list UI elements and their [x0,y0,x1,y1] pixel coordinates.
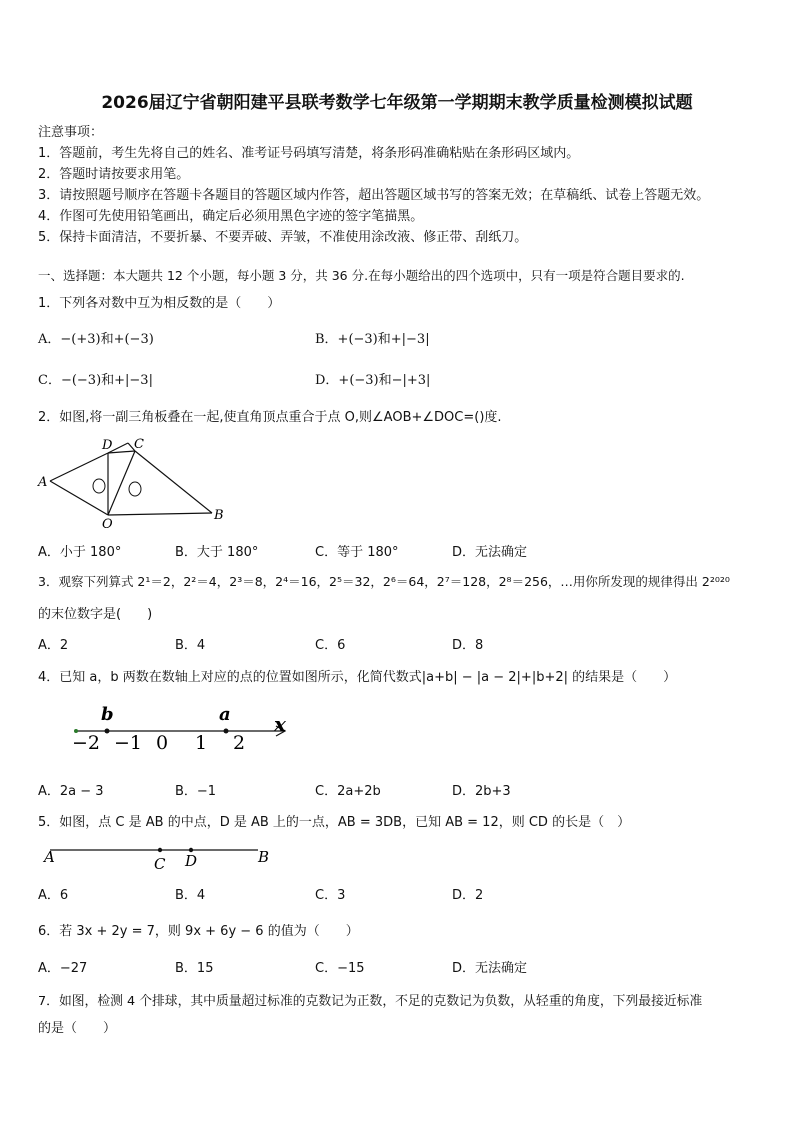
q6-option-a: A．−27 [38,961,88,976]
number-line-label-x: x [274,712,286,736]
figure-label-d: D [102,438,113,453]
q6-option-d: D．无法确定 [452,961,528,976]
question-5-stem: 5．如图，点 C 是 AB 的中点，D 是 AB 上的一点，AB = 3DB，已知 AB = 12，则 CD 的长是（ ） [38,815,631,830]
number-line-label-b: b [101,704,114,725]
question-7-stem-line1: 7．如图，检测 4 个排球，其中质量超过标准的克数记为正数，不足的克数记为负数，从轻重的角度，下列最接近标准 [38,994,703,1009]
notice-item: 2．答题时请按要求用笔。 [38,167,190,182]
q3-option-c: C．6 [315,638,346,653]
notice-item: 5．保持卡面清洁，不要折暴、不要弄破、弄皱，不准使用涂改液、修正带、刮纸刀。 [38,230,528,245]
q1-option-a: A．−(+3)和+(−3) [38,332,154,347]
number-line-label-a: a [219,704,231,725]
triangle-figure [30,433,240,531]
q5-option-c: C．3 [315,888,346,903]
segment-label-d: D [185,852,198,870]
tick-label: 1 [195,732,208,754]
question-2-stem: 2．如图,将一副三角板叠在一起,使直角顶点重合于点 O,则∠AOB+∠DOC=()度. [38,410,502,425]
q5-option-b: B．4 [175,888,206,903]
q2-option-c: C．等于 180° [315,545,399,560]
tick-label: 2 [233,732,246,754]
q2-option-b: B．大于 180° [175,545,259,560]
question-3-stem-line1: 3．观察下列算式 2¹＝2，2²＝4，2³＝8，2⁴＝16，2⁵＝32，2⁶＝64，2⁷＝128，2⁸＝256，…用你所发现的规律得出 2²⁰²⁰ [38,574,730,589]
question-1-stem: 1．下列各对数中互为相反数的是（ ） [38,296,281,311]
q1-option-c: C．−(−3)和+|−3| [38,373,153,388]
notice-item: 4．作图可先使用铅笔画出，确定后必须用黑色字迹的签字笔描黑。 [38,209,424,224]
q2-option-d: D．无法确定 [452,545,528,560]
tick-label: 0 [156,732,169,754]
figure-label-o: O [102,517,113,531]
figure-label-a: A [38,475,48,490]
number-line-figure [66,698,296,754]
q4-option-c: C．2a+2b [315,784,381,799]
figure-label-c: C [134,437,144,452]
q6-option-c: C．−15 [315,961,365,976]
q4-option-b: B．−1 [175,784,217,799]
question-7-stem-line2: 的是（ ） [38,1021,117,1036]
segment-figure [36,838,276,874]
notice-item: 3．请按照题号顺序在答题卡各题目的答题区域内作答，超出答题区域书写的答案无效；在草稿纸、试卷上答题无效。 [38,188,710,203]
q3-option-d: D．8 [452,638,484,653]
exam-title: 2026届辽宁省朝阳建平县联考数学七年级第一学期期末教学质量检测模拟试题 [101,93,693,113]
notice-heading: 注意事项： [38,125,104,140]
q1-option-b: B．+(−3)和+|−3| [315,332,430,347]
segment-label-b: B [258,848,270,866]
segment-label-c: C [154,855,166,873]
q2-option-a: A．小于 180° [38,545,122,560]
q3-option-b: B．4 [175,638,206,653]
q4-option-d: D．2b+3 [452,784,511,799]
tick-label: −2 [72,732,101,754]
segment-label-a: A [44,848,55,866]
section-heading: 一、选择题：本大题共 12 个小题，每小题 3 分，共 36 分.在每小题给出的四个选项中，只有一项是符合题目要求的. [38,268,685,283]
figure-label-b: B [214,508,224,523]
q3-option-a: A．2 [38,638,69,653]
question-6-stem: 6．若 3x + 2y = 7，则 9x + 6y − 6 的值为（ ） [38,924,359,939]
q6-option-b: B．15 [175,961,214,976]
question-3-stem-line2: 的末位数字是( ) [38,607,153,622]
q4-option-a: A．2a − 3 [38,784,104,799]
tick-label: −1 [114,732,143,754]
q5-option-d: D．2 [452,888,484,903]
question-4-stem: 4．已知 a，b 两数在数轴上对应的点的位置如图所示，化简代数式|a+b| − |a − 2|+|b+2| 的结果是（ ） [38,670,677,685]
notice-item: 1．答题前，考生先将自己的姓名、准考证号码填写清楚，将条形码准确粘贴在条形码区域内。 [38,146,580,161]
q5-option-a: A．6 [38,888,69,903]
q1-option-d: D．+(−3)和−|+3| [315,373,431,388]
